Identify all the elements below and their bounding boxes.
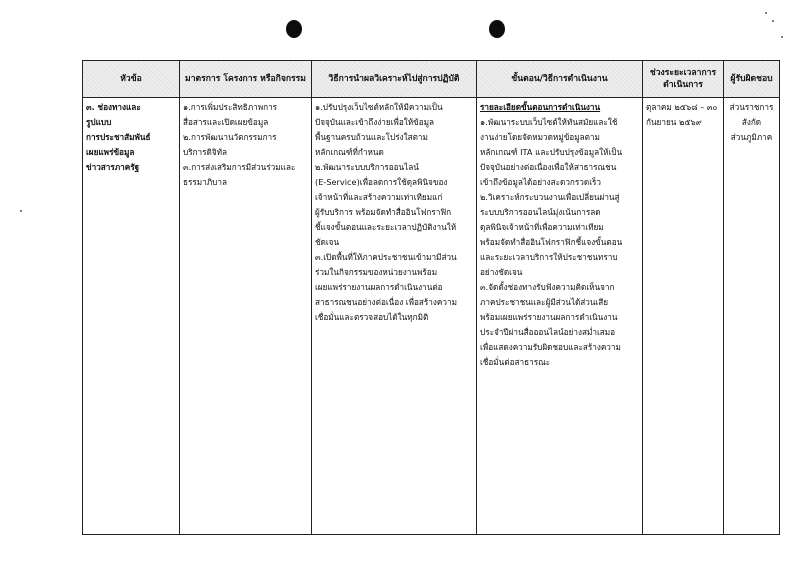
- topic-line: รูปแบบ: [86, 117, 112, 127]
- steps-line: และระยะเวลาบริการให้ประชาชนทราบ: [480, 252, 618, 262]
- cell-responsible: [724, 98, 780, 535]
- steps-line: ๒.วิเคราะห์กระบวนงานเพื่อเปลี่ยนผ่านสู่: [480, 192, 620, 202]
- method-line: ๒.พัฒนาระบบบริการออนไลน์: [315, 162, 419, 172]
- measure-line: บริการดิจิทัล: [183, 147, 228, 157]
- method-line: เชื่อมั่นและตรวจสอบได้ในทุกมิติ: [315, 312, 429, 322]
- steps-line: ๓.จัดตั้งช่องทางรับฟังความคิดเห็นจาก: [480, 282, 615, 292]
- header-measure: มาตรการ โครงการ หรือกิจกรรม: [180, 61, 312, 98]
- steps-line: ดุลพินิจเจ้าหน้าที่เพื่อความเท่าเทียม: [480, 222, 604, 232]
- method-line: ๑.ปรับปรุงเว็บไซต์หลักให้มีความเป็น: [315, 102, 443, 112]
- header-steps: ขั้นตอน/วิธีการดำเนินงาน: [477, 61, 643, 98]
- method-line: เผยแพร่รายงานผลการดำเนินงานต่อ: [315, 282, 443, 292]
- steps-line: พร้อมเผยแพร่รายงานผลการดำเนินงาน: [480, 312, 618, 322]
- punch-hole-left: [286, 20, 302, 38]
- steps-heading: รายละเอียดขั้นตอนการดำเนินงาน: [480, 102, 601, 112]
- header-responsible: ผู้รับผิดชอบ: [724, 61, 780, 98]
- responsible-line: สังกัด: [741, 117, 762, 127]
- steps-line: ๑.พัฒนาระบบเว็บไซต์ให้ทันสมัยและใช้: [480, 117, 618, 127]
- measure-line: ธรรมาภิบาล: [183, 177, 227, 187]
- header-topic: หัวข้อ: [83, 61, 180, 98]
- topic-line: ข่าวสารภาครัฐ: [86, 162, 140, 172]
- measure-line: ๓.การส่งเสริมการมีส่วนร่วมและ: [183, 162, 296, 172]
- steps-line: ระบบบริการออนไลน์มุ่งเน้นการลด: [480, 207, 601, 217]
- method-line: ปัจจุบันและเข้าถึงง่ายเพื่อให้ข้อมูล: [315, 117, 435, 127]
- cell-period: [643, 98, 724, 535]
- steps-line: เพื่อแสดงความรับผิดชอบและสร้างความ: [480, 342, 621, 352]
- action-plan-table: [82, 60, 780, 535]
- method-line: หลักเกณฑ์ที่กำหนด: [315, 147, 384, 157]
- period-line: ตุลาคม ๒๕๖๘ – ๓๐: [646, 102, 718, 112]
- measure-line: ๒.การพัฒนานวัตกรรมการ: [183, 132, 277, 142]
- steps-line: ปัจจุบันอย่างต่อเนื่องเพื่อให้สาธารณชน: [480, 162, 617, 172]
- steps-line: เชื่อมั่นต่อสาธารณะ: [480, 357, 551, 367]
- method-line: สาธารณชนอย่างต่อเนื่อง เพื่อสร้างความ: [315, 297, 457, 307]
- topic-line: เผยแพร่ข้อมูล: [86, 147, 135, 157]
- table-header-row: [83, 61, 780, 98]
- header-method: วิธีการนำผลวิเคราะห์ไปสู่การปฏิบัติ: [312, 61, 477, 98]
- scan-speck: [765, 12, 767, 14]
- cell-topic: [83, 98, 180, 535]
- punch-hole-right: [489, 20, 505, 38]
- steps-line: เข้าถึงข้อมูลได้อย่างสะดวกรวดเร็ว: [480, 177, 601, 187]
- topic-line: ๓. ช่องทางและ: [86, 102, 141, 112]
- method-line: ร่วมในกิจกรรมของหน่วยงานพร้อม: [315, 267, 438, 277]
- scan-speck: [20, 210, 22, 212]
- header-period: ช่วงระยะเวลาการดำเนินการ: [643, 61, 724, 98]
- steps-line: ภาคประชาชนและผู้มีส่วนได้ส่วนเสีย: [480, 297, 609, 307]
- method-line: ชัดเจน: [315, 237, 340, 247]
- steps-line: ประจำปีผ่านสื่อออนไลน์อย่างสม่ำเสมอ: [480, 327, 616, 337]
- steps-line: งานง่ายโดยจัดหมวดหมู่ข้อมูลตาม: [480, 132, 600, 142]
- method-line: ๓.เปิดพื้นที่ให้ภาคประชาชนเข้ามามีส่วน: [315, 252, 457, 262]
- cell-steps: [477, 98, 643, 535]
- table-row: [83, 98, 780, 535]
- steps-line: หลักเกณฑ์ ITA และปรับปรุงข้อมูลให้เป็น: [480, 147, 623, 157]
- method-line: พื้นฐานครบถ้วนและโปร่งใสตาม: [315, 132, 428, 142]
- scan-speck: [772, 20, 774, 22]
- method-line: (E-Service)เพื่อลดการใช้ดุลพินิจของ: [315, 177, 448, 187]
- responsible-line: ส่วนภูมิภาค: [730, 132, 773, 142]
- steps-line: พร้อมจัดทำสื่ออินโฟกราฟิกชี้แจงขั้นตอน: [480, 237, 623, 247]
- measure-line: สื่อสารและเปิดเผยข้อมูล: [183, 117, 269, 127]
- responsible-line: ส่วนราชการ: [729, 102, 774, 112]
- measure-line: ๑.การเพิ่มประสิทธิภาพการ: [183, 102, 278, 112]
- scan-speck: [781, 36, 783, 38]
- cell-measure: [180, 98, 312, 535]
- method-line: เจ้าหน้าที่และสร้างความเท่าเทียมแก่: [315, 192, 443, 202]
- method-line: ผู้รับบริการ พร้อมจัดทำสื่ออินโฟกราฟิก: [315, 207, 452, 217]
- period-line: กันยายน ๒๕๖๙: [646, 117, 702, 127]
- topic-line: การประชาสัมพันธ์: [86, 132, 151, 142]
- method-line: ชี้แจงขั้นตอนและระยะเวลาปฏิบัติงานให้: [315, 222, 457, 232]
- steps-line: อย่างชัดเจน: [480, 267, 523, 277]
- cell-method: [312, 98, 477, 535]
